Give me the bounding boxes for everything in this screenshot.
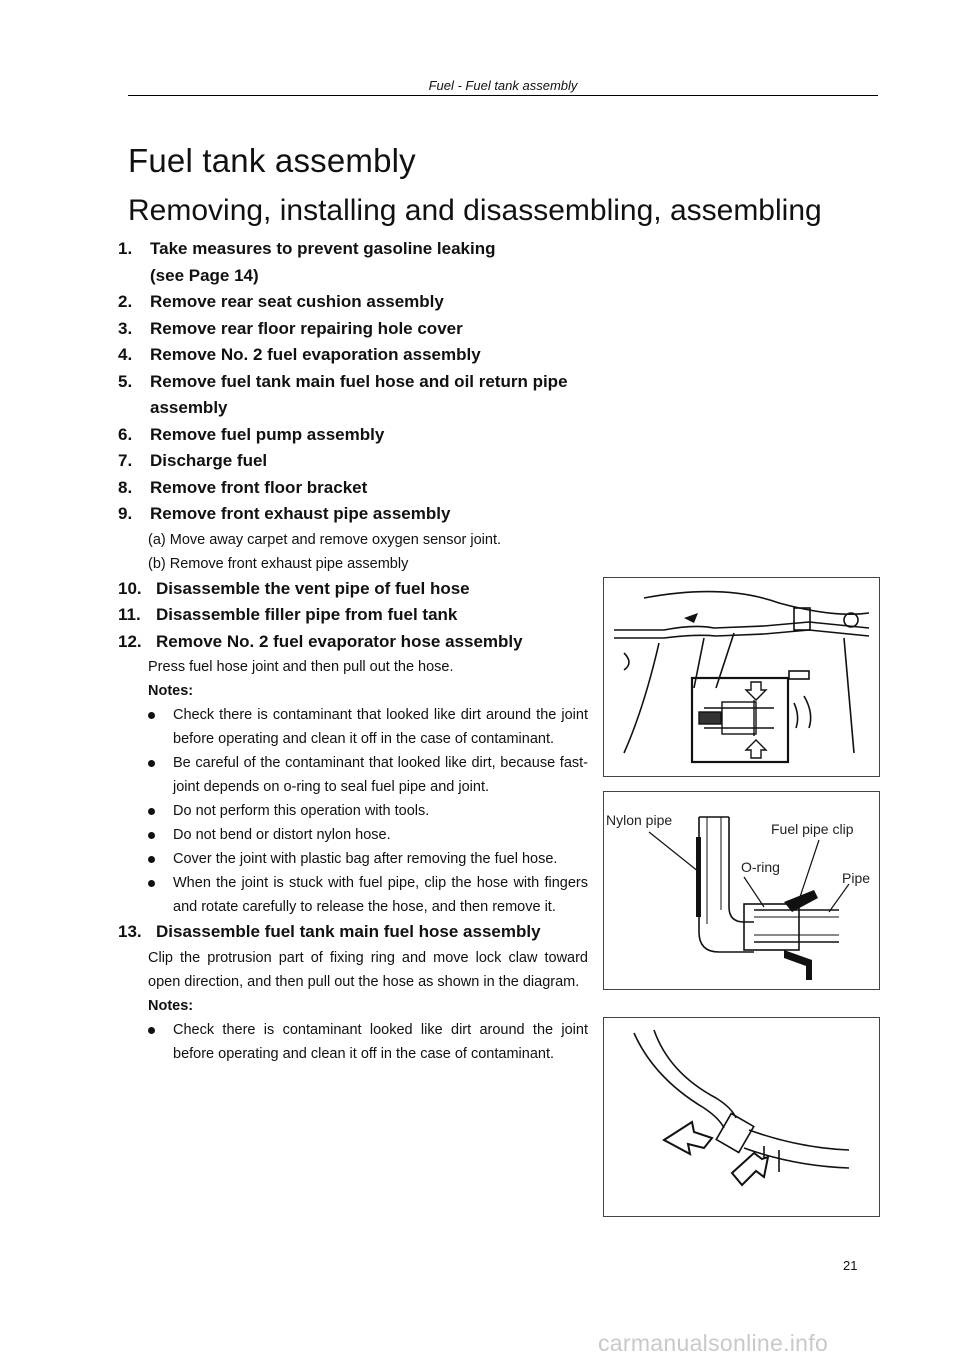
step-13-notes-label: Notes: xyxy=(148,997,194,1014)
section-subtitle: Removing, installing and disassembling, assembling xyxy=(128,194,822,227)
step-text-continued: (see Page 14) xyxy=(150,265,259,285)
label-nylon-pipe: Nylon pipe xyxy=(606,812,673,828)
press-down-arrow-icon xyxy=(746,682,766,700)
step-5 xyxy=(118,369,588,422)
press-up-arrow-icon xyxy=(746,740,766,758)
step-8 xyxy=(118,475,588,502)
running-header: Fuel - Fuel tank assembly xyxy=(428,78,578,93)
note-text: When the joint is stuck with fuel pipe, clip the hose with fingers and rotate carefully to release the hose, and then remove it. xyxy=(173,875,588,915)
step-number: 10. xyxy=(118,578,142,598)
step-2 xyxy=(118,289,588,316)
note-bullet xyxy=(118,823,588,847)
step-1 xyxy=(118,236,588,289)
bullet-dot xyxy=(148,856,155,863)
note-text: Check there is contaminant that looked like dirt around the joint before operating and clean it off in the case of contaminant. xyxy=(173,707,588,747)
step-12 xyxy=(118,629,588,656)
note-bullet xyxy=(118,751,588,799)
bullet-dot xyxy=(148,880,155,887)
step-text: Disassemble fuel tank main fuel hose assembly xyxy=(156,922,541,941)
step-number: 9. xyxy=(118,504,133,523)
fuel-hose-routing-illustration xyxy=(604,578,879,776)
pinch-arrow-right-icon xyxy=(732,1153,768,1185)
figure-quick-connector-section xyxy=(603,791,880,990)
step-9-sub-a: (a) Move away carpet and remove oxygen sensor joint. xyxy=(148,531,502,548)
step-text: Take measures to prevent gasoline leaking xyxy=(150,239,496,258)
step-4 xyxy=(118,342,588,369)
step-number: 4. xyxy=(118,345,133,364)
step-12-instruction: Press fuel hose joint and then pull out the hose. xyxy=(148,659,454,675)
step-3 xyxy=(118,316,588,343)
label-fuel-pipe-clip: Fuel pipe clip xyxy=(771,821,854,837)
label-pipe: Pipe xyxy=(842,870,871,886)
step-text: Disassemble filler pipe from fuel tank xyxy=(156,605,458,624)
step-9-sub-b: (b) Remove front exhaust pipe assembly xyxy=(148,555,409,572)
header-rule xyxy=(128,95,878,96)
note-bullet xyxy=(118,703,588,751)
page-title: Fuel tank assembly xyxy=(128,142,416,179)
bullet-dot xyxy=(148,760,155,767)
bullet-dot xyxy=(148,832,155,839)
step-7 xyxy=(118,448,588,475)
label-o-ring: O-ring xyxy=(741,859,780,875)
step-text: Remove front exhaust pipe assembly xyxy=(150,504,451,523)
step-10 xyxy=(118,576,588,603)
step-number: 3. xyxy=(118,318,133,338)
pinch-arrow-left-icon xyxy=(664,1122,712,1154)
step-text: Remove No. 2 fuel evaporation assembly xyxy=(150,345,481,364)
step-text: Remove fuel pump assembly xyxy=(150,424,385,444)
arrow-icon xyxy=(684,613,698,623)
note-text: Check there is contaminant looked like dirt around the joint before operating and clean it off in the case of contaminant. xyxy=(173,1021,588,1062)
bullet-dot xyxy=(148,1027,155,1034)
page-number: 21 xyxy=(843,1258,858,1273)
watermark: carmanualsonline.info xyxy=(598,1330,829,1356)
step-text: Remove rear floor repairing hole cover xyxy=(150,318,463,338)
step-text: Remove No. 2 fuel evaporator hose assembly xyxy=(156,631,523,651)
bullet-dot xyxy=(148,712,155,719)
note-bullet xyxy=(118,1018,588,1066)
note-bullet xyxy=(118,847,588,871)
note-text: Do not perform this operation with tools. xyxy=(173,803,430,819)
note-bullet xyxy=(118,799,588,823)
step-13-instruction: Clip the protrusion part of fixing ring and move lock claw toward open direction, and then pull out the hose as shown in the diagram. xyxy=(148,949,588,990)
note-text: Do not bend or distort nylon hose. xyxy=(173,827,391,843)
step-text-continued: assembly xyxy=(150,398,228,417)
bullet-dot xyxy=(148,808,155,815)
note-bullet xyxy=(118,871,588,919)
step-number: 5. xyxy=(118,371,133,391)
note-text: Be careful of the contaminant that looked like dirt, because fast-joint depends on o-ring to seal fuel pipe and joint. xyxy=(173,755,588,795)
step-text: Disassemble the vent pipe of fuel hose xyxy=(156,578,470,598)
note-text: Cover the joint with plastic bag after removing the fuel hose. xyxy=(173,851,558,867)
step-number: 8. xyxy=(118,477,133,497)
step-text: Remove fuel tank main fuel hose and oil return pipe xyxy=(150,371,568,391)
step-9 xyxy=(118,501,588,528)
procedure-steps xyxy=(118,236,588,1066)
hose-removal-illustration xyxy=(604,1018,879,1216)
step-number: 11. xyxy=(118,605,141,624)
step-number: 12. xyxy=(118,631,142,651)
step-number: 7. xyxy=(118,451,133,470)
step-11 xyxy=(118,602,588,629)
step-number: 2. xyxy=(118,292,133,311)
step-number: 1. xyxy=(118,239,133,258)
step-12-notes-label: Notes: xyxy=(148,683,194,699)
step-text: Remove front floor bracket xyxy=(150,477,368,497)
step-6 xyxy=(118,422,588,449)
step-number: 6. xyxy=(118,424,133,444)
step-13 xyxy=(118,919,588,946)
step-text: Remove rear seat cushion assembly xyxy=(150,292,444,311)
figure-hose-removal xyxy=(603,1017,880,1217)
step-text: Discharge fuel xyxy=(150,451,268,470)
step-number: 13. xyxy=(118,922,142,941)
figure-fuel-hose-joint-location xyxy=(603,577,880,777)
